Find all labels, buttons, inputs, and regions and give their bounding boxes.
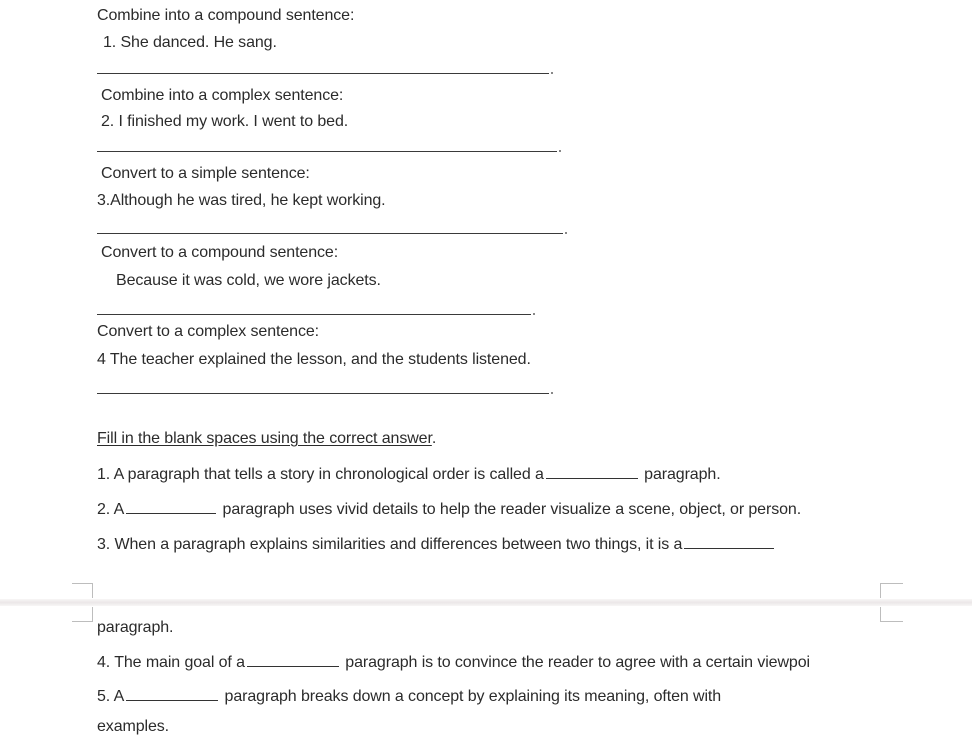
q3-continuation: paragraph.: [97, 619, 174, 636]
q5-after: paragraph breaks down a concept by explaining its meaning, often with: [224, 688, 722, 705]
q3-before: 3. When a paragraph explains similarities and differences between two things, it is a: [97, 536, 683, 553]
fill-blank-heading: [97, 429, 436, 449]
instruction-compound-1: Combine into a compound sentence:: [97, 7, 355, 24]
heading-period: .: [431, 430, 437, 447]
sentence-1: 1. She danced. He sang.: [103, 34, 277, 51]
question-1: [97, 464, 721, 485]
answer-line-2[interactable]: [97, 151, 557, 152]
q1-blank[interactable]: [546, 464, 638, 479]
q3-blank[interactable]: [684, 534, 774, 549]
page-corner-mark-top-right: [880, 583, 903, 598]
q5-blank[interactable]: [126, 686, 218, 701]
q5-before: 5. A: [97, 688, 125, 705]
instruction-simple-3: Convert to a simple sentence:: [101, 165, 310, 182]
q1-after: paragraph.: [644, 466, 721, 483]
instruction-compound-4: Convert to a compound sentence:: [101, 244, 339, 261]
page-break: [0, 599, 972, 606]
q2-blank[interactable]: [126, 499, 216, 514]
q4-before: 4. The main goal of a: [97, 654, 245, 671]
sentence-3: 3.Although he was tired, he kept working.: [97, 192, 386, 209]
question-2: [97, 499, 801, 520]
sentence-5: 4 The teacher explained the lesson, and the students listened.: [97, 351, 531, 368]
q4-blank[interactable]: [247, 652, 339, 667]
q1-before: 1. A paragraph that tells a story in chronological order is called a: [97, 466, 544, 483]
page-corner-mark-bottom-right: [880, 607, 903, 622]
answer-line-1[interactable]: [97, 73, 549, 74]
sentence-2: 2. I finished my work. I went to bed.: [101, 113, 349, 130]
page-corner-mark-bottom-left: [72, 607, 93, 622]
q4-after: paragraph is to convince the reader to agree with a certain viewpoi: [345, 654, 810, 671]
answer-line-4[interactable]: [97, 314, 531, 315]
q5-continuation: examples.: [97, 718, 170, 735]
question-3: [97, 534, 776, 555]
answer-line-5[interactable]: [97, 393, 549, 394]
q2-before: 2. A: [97, 501, 125, 518]
q2-after: paragraph uses vivid details to help the reader visualize a scene, object, or person.: [222, 501, 802, 518]
page-corner-mark-top-left: [72, 583, 93, 598]
instruction-complex-5: Convert to a complex sentence:: [97, 323, 320, 340]
instruction-complex-2: Combine into a complex sentence:: [101, 87, 344, 104]
sentence-4: Because it was cold, we wore jackets.: [116, 272, 381, 289]
answer-line-3[interactable]: [97, 233, 563, 234]
question-4: [97, 652, 810, 673]
heading-text: Fill in the blank spaces using the correct answer: [97, 430, 432, 447]
question-5: [97, 686, 721, 707]
